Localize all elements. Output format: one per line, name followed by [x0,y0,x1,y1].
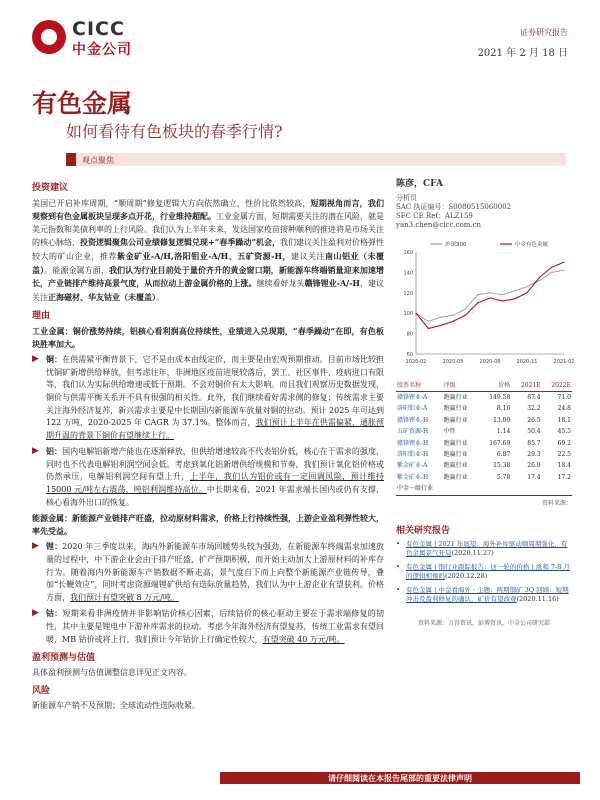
text-span: 国内电解铝新增产能也在逐渐释放，但供给增速较高不代表铝价低，核心在于需求的强度，同时也不代表电解铝利润空间会低。考虑到氧化铝新增供给规模和节奏，我们预计氧化铝价格或仍然承压，电解铝利润空间有望上升， [46,447,385,482]
table-row [396,484,572,496]
text-span: ，建议关注 [32,279,385,302]
bullet-arrow-icon: ▶ [32,541,39,552]
y-tick-label: 140 [403,270,413,277]
data-point [477,302,478,303]
table-row [396,427,572,438]
table-source: 资料来源： [541,500,572,508]
data-point [465,315,466,316]
x-tick-label: 2020-02 [405,359,427,365]
data-point [526,286,527,287]
section-title-risk: 风险 [32,686,51,697]
related-report-date: (2020.11.27) [451,549,494,558]
related-report-link[interactable]: 有色金属 | 中金看海外 · 主题：两期铜矿 3Q 回顾：短期冲击及盈利修复的确认，矿价有望改观 [406,586,569,604]
cicc-logo-icon [32,20,66,54]
text-span-bold: 短期视角而言，我们观察到有色金属板块呈现多点开花，行业维持超配。 [32,197,384,222]
stock-2022e: 69.2 [557,439,571,447]
table-row [396,449,572,460]
copper-bullet [32,353,384,442]
risk-text: 新能源车产销不及预期；全球流动性迭际收紧。 [32,700,200,710]
data-point [489,292,490,293]
related-report-date: (2020.12.28) [445,572,488,581]
text-span-underline: 有望突破 40 万元/吨。 [262,634,345,644]
series-line-csi300 [416,270,564,321]
copper-text [46,353,384,442]
stock-price: 15.38 [493,462,511,470]
report-type: 证券研究报告 [520,28,568,37]
bullet-arrow-icon: ▶ [32,446,39,457]
data-point [551,267,552,268]
related-report-body [406,540,572,558]
cobalt-bullet [32,607,384,646]
table-header-row [396,380,572,392]
stock-2021e: 32.2 [527,405,541,413]
data-point [551,272,552,273]
tag-bar [66,153,566,166]
investment-paragraph [32,197,384,305]
stock-price: 5.78 [496,473,511,481]
x-tick-label: 2020-05 [442,359,464,365]
data-point [514,290,515,291]
legend-label: 中金有色金属 [515,242,549,248]
logo-en: CICC [72,18,125,40]
bullet-dot-icon: • [396,540,401,549]
text-span: 2020 年三季度以来，海内外新能源车市场回暖势头较为强劲，在新能源车终端需求加速放量的过程中，中下游企业会由于排产旺盛，扩产预期积极，而开始主动加大上游原材料的补库存行为。随着海内外新能源车产销数据不断走高，景气度自下而上向整个新能源产业链传导，叠加“长鞭效应”，同时考虑资源端锂矿供给有迭际放量趋势，我们认为中上游企业有望获利。价格方面， [46,542,385,602]
section-title-forecast: 盈利预测与估值 [32,653,96,664]
table-row [396,415,572,426]
stock-trailer: 中金一级行业 [396,484,572,496]
data-point [415,313,416,314]
performance-chart-svg [396,236,575,376]
data-point [539,277,540,278]
data-point [514,298,515,299]
y-tick-label: 100 [403,311,413,318]
text-span: 短期来看非洲疫情并非影响钴价核心因素，后续钴价的核心驱动主要在于需求端修复的韧性，其中主要是锂电中下游补库需求的拉动。考虑今年海外经济有望复苏，传统工业需求有望回暖，MB 钴价或将上行，我们预计今年钴价上行确定性较大， [46,609,384,644]
y-tick-label: 80 [406,331,413,338]
stock-2021e: 29.3 [527,450,541,458]
table-row [396,404,572,415]
bullet-arrow-icon: ▶ [32,354,39,365]
text-span: 在供需紧平衡背景下，它不是由成本由线定价，而主要是由宏观预期推动。目前市场比较担忧铜矿新增供给释放，但考虑往年，非洲地区疫苗进展较落后，罢工、社区事件、疫病进口有限等，我们认为实际供给增速或低于预期。不会对铜价有太大影响。而且我们观察历史数据发现，铜价与供需平衡关系并不具有很强的相关性。此外，我们继续看好需求侧的修复；传统需求主要关注海外经济复苏，新兴需求主要是中长期国内新能源车放量对铜的拉动。预计 2025 年可达到 122 万吨，2020-2025 年 CAGR 为 37.1%。整体而言， [46,355,385,428]
data-point [489,297,490,298]
analyst-sfc: SFC CE Ref：ALZ159 [396,212,473,220]
stock-price: 13.00 [493,416,511,424]
bullet-dot-icon: • [396,563,401,572]
data-point [563,270,564,271]
bullet-arrow-icon: ▶ [32,608,39,619]
y-tick-label: 160 [403,250,413,256]
data-point [502,300,503,301]
lithium-bullet [32,540,384,604]
data-point [526,292,527,293]
y-tick-label: 120 [403,290,413,297]
header-stock-name: 股票名称 [396,380,443,392]
text-span-underline: 我们预计有望突破 8 万元/吨。 [70,592,179,602]
logo-cn: 中金公司 [72,42,132,58]
table-row [396,461,572,472]
stock-rating: 跑赢行业 [443,393,468,401]
text-span-underline: 我们预计上半年在供需偏紧、通胀预期升温的背景下铜价有望继续上行。 [46,418,384,440]
header-2021e: 2021E [511,380,541,392]
data-point [563,262,564,263]
tag-label: 观点聚焦 [82,156,114,165]
data-point [428,328,429,329]
header-price: 价格 [479,380,511,392]
related-report-body [406,586,572,604]
text-span: 工业金属方面，短期需要关注的潜在风险，就是美元指数和美债利率的上行风险。 [32,212,384,234]
text-span: 建议关注 [291,251,326,261]
stock-name[interactable]: 紫金矿业-A [397,462,428,470]
stock-2022e: 45.5 [557,428,571,436]
analyst-email[interactable]: yan3.chen@cicc.com.cn [396,221,482,229]
aluminum-text [46,445,384,509]
text-span: 继续看好龙头 [256,279,305,289]
stock-price: 1.14 [496,428,511,436]
header-rating: 评级 [443,380,479,392]
related-report-item [396,540,572,558]
stock-rating: 跑赢行业 [443,473,468,481]
stock-price: 149.58 [489,393,511,401]
table-row [396,438,572,449]
data-point [539,280,540,281]
right-column [396,176,575,628]
sub-title: 如何看待有色板块的春季行情? [66,122,283,141]
tag-mark [66,153,76,166]
text-span-bold: 南山铝业（未覆盖） [32,250,385,275]
text-span-underline: 上半年，我们认为铝价或有一定回调风险，预计维持 15000 元/吨左右震荡，吨铝利润维持高位。 [46,472,385,495]
related-report-body [406,563,572,581]
bullet-head: 钴： [46,608,63,619]
stock-2022e: 18.1 [557,416,571,424]
lithium-text [46,540,384,604]
text-span: 中长期来看，2021 年需求端长国内或仍有支撑，核心看海外出口的恢复。 [46,485,385,507]
x-tick-label: 2020-11 [516,359,538,365]
stock-2021e: 26.9 [527,462,541,470]
bullet-head: 铜： [46,354,63,365]
bullet-dot-icon: • [396,586,401,595]
stock-price: 8.16 [496,405,511,413]
text-span: 。能源金属方面， [44,265,109,275]
data-point [502,294,503,295]
data-point [452,321,453,322]
stock-2022e: 24.8 [557,405,571,413]
footnote: 资料来源：万得资讯，彭博资讯，中金公司研究部 [417,620,550,628]
stock-price: 167.69 [489,439,511,447]
analyst-role: 分析员 [396,194,417,202]
stock-name[interactable]: 赣锋锂业-A [397,393,428,401]
stock-2021e: 85.7 [527,439,541,447]
related-report-item [396,586,572,604]
stock-rating: 跑赢行业 [443,450,468,458]
related-report-link[interactable]: 有色金属 | 2021 年展望：海外补库驱动顺周期强化，有色金属景气开局 [406,540,568,558]
report-date: 2021 年 2 月 18 日 [477,48,568,59]
data-point [428,321,429,322]
data-point [440,325,441,326]
stock-name[interactable]: 赣锋锂业-H [397,439,429,447]
data-point [465,309,466,310]
text-span-bold: 我们认为行业目前处于量价齐升的黄金窗口期，新能源车终端销量迎来加速增长，产业链排产维持高景气度，从而拉动上游金属价格的上涨。 [32,264,385,289]
stock-2022e: 17.2 [557,473,571,481]
bullet-head: 锂： [46,541,63,552]
text-span: 美国已开启补库周期，“顺周期”修复逻辑大方向依然确立，性价比依然较高， [32,198,311,208]
text-span: 。 [156,292,164,302]
x-tick-label: 2021-02 [553,359,575,365]
text-span: 我们认为上半年未来，发达国家疫苗接种顺利的推进将是市场关注的核心脉络， [32,224,384,248]
related-report-date: (2020.11.16) [516,595,559,604]
legend-label: 沪深300 [445,242,467,248]
text-span: 我们建议关注盈利对价格弹性较大的矿山企业，推荐 [32,238,385,261]
stock-2021e: 17.4 [527,473,541,481]
data-point [440,317,441,318]
stock-table [396,380,572,496]
related-reports-title: 相关研究报告 [396,526,451,537]
analyst-name: 陈彦，CFA [396,179,444,189]
stock-2021e: 87.4 [527,393,541,401]
table-row [396,392,572,404]
cicc-logo [32,18,172,58]
y-tick-label: 60 [406,352,413,358]
table-row [396,472,572,483]
text-span-bold: 正海磁材、华友钴业（未覆盖） [48,291,156,302]
stock-2022e: 18.4 [557,462,571,470]
stock-rating: 跑赢行业 [443,462,468,470]
stock-rating: 跑赢行业 [443,439,468,447]
stock-2021e: 50.4 [527,428,541,436]
stock-rating: 跑赢行业 [443,416,468,424]
analyst-sac: SAC 执证编号：S0080515060002 [396,203,512,211]
stock-price: 6.87 [496,450,511,458]
cobalt-text [46,607,384,646]
section-title-reason: 理由 [32,311,51,322]
main-title: 有色金属 [32,89,133,118]
bullet-head: 铝： [46,446,63,457]
text-span-bold: 赣锋锂业-A/-H [304,278,360,289]
industrial-metals-summary: 工业金属：铜价涨势持续，铝核心看利润高位持续性，业绩进入兑现期，“春季躁动”在即，有色板块胜率加大。 [32,325,384,349]
stock-name[interactable]: 赣锋锂业-H [397,416,429,424]
left-column [32,176,384,716]
stock-2021e: 26.5 [527,416,541,424]
stock-2022e: 22.5 [557,450,571,458]
aluminum-bullet [32,445,384,509]
related-report-item [396,563,572,581]
x-tick-label: 2020-08 [479,359,501,365]
forecast-text: 具体盈利预测与估值调整信息详见正文内容。 [32,667,192,677]
stock-name[interactable]: 五矿资源-H [397,428,429,436]
energy-metals-summary: 能源金属：新能源产业链排产旺盛，拉动原材料需求，价格上行持续性强，上游企业盈利弹性较大，率先受益。 [32,513,384,536]
footer-disclaimer: 请仔细阅读在本报告尾部的重要法律声明 [328,773,472,783]
stock-name[interactable]: 洛阳钼业-H [397,450,429,458]
performance-chart [396,236,575,376]
stock-name[interactable]: 紫金矿业-H [397,473,429,481]
related-report-link[interactable]: 有色金属 | 铜行业跟踪报告：这一轮的价格上涨和 7-8 月的逻辑相像吗 [406,563,570,581]
related-reports-list [396,540,572,604]
data-point [477,294,478,295]
text-span-bold: 投资逻辑聚焦公司业绩修复逻辑兑现+“春季躁动”机会， [80,237,280,248]
stock-rating: 中性 [443,428,456,436]
stock-2022e: 71.0 [557,393,571,401]
section-title-investment: 投资建议 [32,183,69,193]
data-point [452,315,453,316]
stock-name[interactable]: 洛阳钼业-A [397,405,428,413]
header-2022e: 2022E [542,380,572,392]
stock-rating: 跑赢行业 [443,405,468,413]
text-span-bold: 紫金矿业-A/H,洛阳钼业-A/H、五矿资源-H， [116,250,292,261]
